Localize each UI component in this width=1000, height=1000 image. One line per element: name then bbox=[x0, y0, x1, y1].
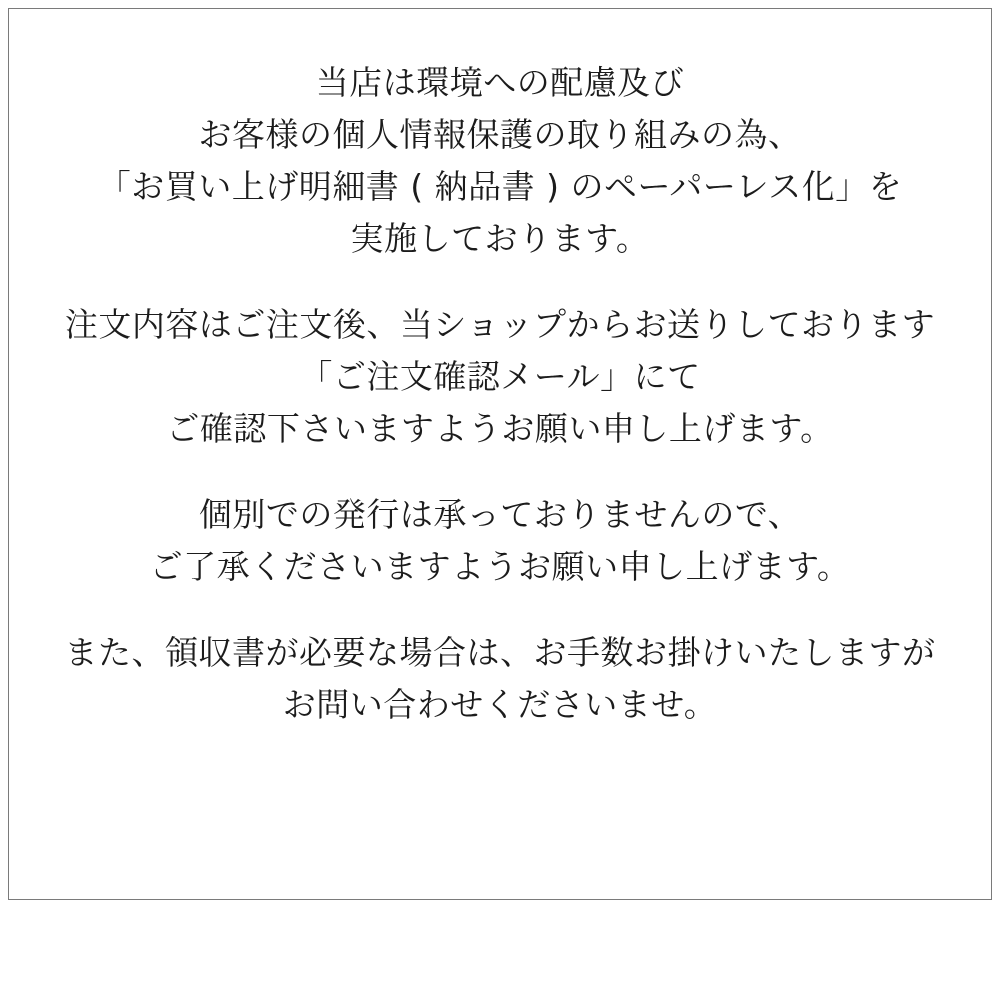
notice-line: 注文内容はご注文後、当ショップからお送りしております bbox=[64, 305, 936, 344]
notice-content bbox=[9, 9, 991, 899]
page-bottom-margin bbox=[0, 900, 1000, 1000]
notice-line: お客様の個人情報保護の取り組みの為、 bbox=[198, 115, 802, 154]
notice-line: 当店は環境への配慮及び bbox=[315, 63, 685, 102]
notice-line: お問い合わせくださいませ。 bbox=[282, 685, 718, 724]
paragraph-receipt-contact bbox=[9, 627, 991, 731]
notice-card bbox=[8, 8, 992, 900]
notice-line: また、領収書が必要な場合は、お手数お掛けいたしますが bbox=[64, 633, 936, 672]
paragraph-order-confirmation-mail bbox=[9, 299, 991, 455]
notice-line: 実施しております。 bbox=[350, 219, 650, 258]
notice-line: ご了承くださいますようお願い申し上げます。 bbox=[149, 547, 851, 586]
notice-line: 「お買い上げ明細書 ( 納品書 ) のペーパーレス化」を bbox=[97, 167, 903, 206]
notice-line: 個別での発行は承っておりませんので、 bbox=[198, 495, 802, 534]
paragraph-paperless-policy bbox=[9, 57, 991, 265]
notice-line: 「ご注文確認メール」にて bbox=[299, 357, 701, 396]
paragraph-no-individual-issue bbox=[9, 489, 991, 593]
notice-line: ご確認下さいますようお願い申し上げます。 bbox=[166, 409, 834, 448]
